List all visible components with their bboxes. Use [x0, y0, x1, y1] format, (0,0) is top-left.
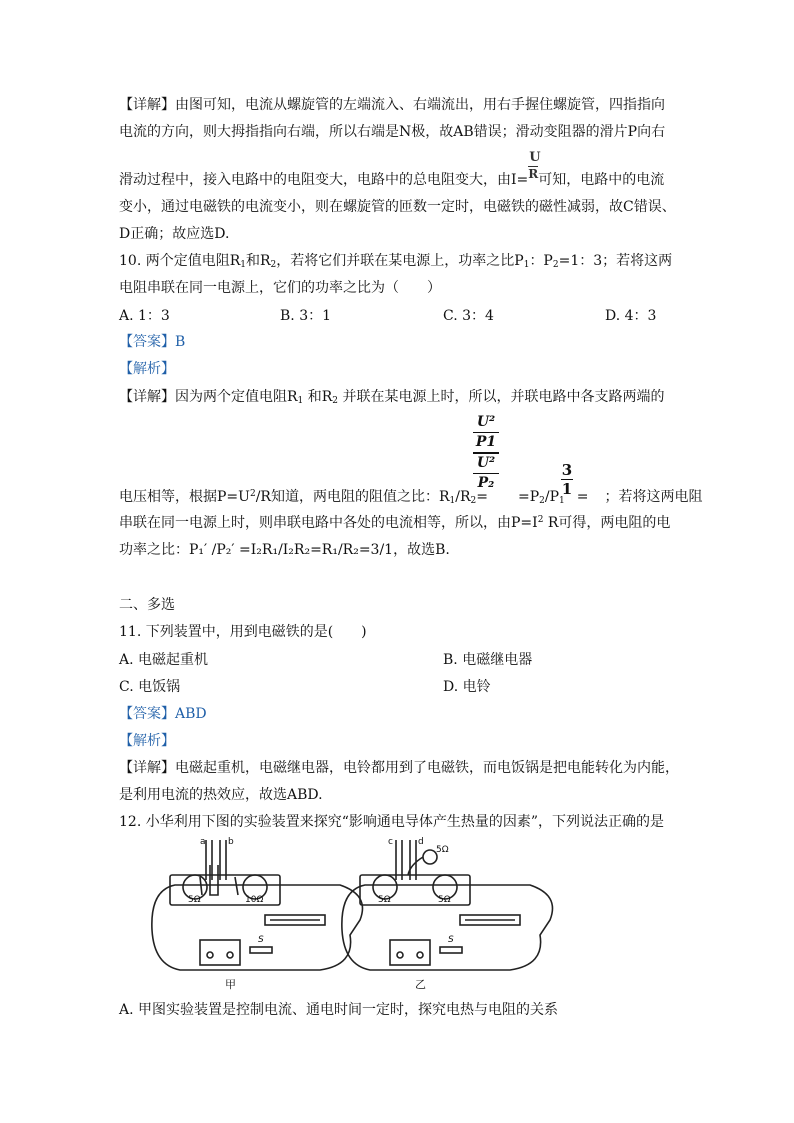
q12-option-a[interactable]: A. 甲图实验装置是控制电流、通电时间一定时，探究电热与电阻的关系: [119, 1002, 559, 1018]
q11-option-a[interactable]: A. 电磁起重机: [119, 652, 209, 668]
q10-d3-a: 串联在同一电源上时，则串联电路中各处的电流相等，所以，由P=I: [119, 515, 538, 531]
q11-stem: 11. 下列装置中，用到电磁铁的是( ): [119, 624, 367, 640]
q12-circuit-svg: [140, 835, 560, 995]
q10-detail-2: [119, 487, 702, 507]
q10-answer: 【答案】B: [119, 334, 186, 350]
frac-p1: P1: [475, 434, 497, 450]
q10-d1-b: 和R: [303, 389, 333, 405]
q10-option-b[interactable]: B. 3：1: [280, 308, 332, 324]
q10-stem-1: [119, 251, 672, 271]
fig-switch-s2: S: [448, 935, 454, 945]
q10-text-d: ：P: [529, 253, 553, 269]
q10-detail-1: [119, 387, 664, 407]
sub-1c: 1: [297, 396, 304, 406]
detail-line-2: 电流的方向，则大拇指指向右端，所以右端是N极，故AB错误；滑动变阻器的滑片P向右: [119, 124, 666, 140]
q10-option-c[interactable]: C. 3：4: [443, 308, 494, 324]
detail-line-1: 【详解】由图可知，电流从螺旋管的左端流入、右端流出，用右手握住螺旋管，四指指向: [119, 97, 665, 113]
sub-2: 2: [270, 260, 277, 270]
q10-option-d[interactable]: D. 4：3: [605, 308, 657, 324]
ohm-formula: [528, 150, 541, 190]
fig-label-d: d: [418, 837, 424, 847]
detail-line-3: [119, 150, 665, 190]
fig-label-c: c: [388, 837, 393, 847]
q11-option-d[interactable]: D. 电铃: [443, 679, 491, 695]
fig-resistor-5c: 5Ω: [438, 895, 451, 905]
q10-d3-b: R可得，两电阻的电: [543, 515, 671, 531]
q10-detail-4: 功率之比：P₁′ /P₂′ =I₂R₁/I₂R₂=R₁/R₂=3/1，故选B.: [119, 542, 450, 558]
frac-p2: P₂: [477, 475, 495, 491]
q12-stem: 12. 小华利用下图的实验装置来探究“影响通电导体产生热量的因素”，下列说法正确的是: [119, 814, 665, 830]
frac-u2-bottom: U²: [476, 455, 496, 471]
q10-d2-a: 电压相等，根据P=U: [119, 489, 250, 505]
ohm-den: R: [528, 167, 539, 181]
q10-option-a[interactable]: A. 1：3: [119, 308, 170, 324]
q11-option-c[interactable]: C. 电饭锅: [119, 679, 181, 695]
q10-stem-2: 电阻串联在同一电源上，它们的功率之比为（ ）: [119, 280, 441, 296]
q11-analysis-label: 【解析】: [119, 733, 175, 749]
q10-text-b: 和R: [246, 253, 271, 269]
sub-2b: 2: [552, 260, 559, 270]
fig-resistor-5b: 5Ω: [378, 895, 391, 905]
q11-option-b[interactable]: B. 电磁继电器: [443, 652, 533, 668]
detail-line-3-a: 滑动过程中，接入电路中的电阻变大，电路中的总电阻变大，由I=: [119, 172, 529, 188]
frac-u2-top: U²: [476, 414, 496, 430]
sub-1: 1: [240, 260, 246, 270]
sub-2c: 2: [332, 396, 339, 406]
q11-answer: 【答案】ABD: [119, 706, 207, 722]
detail-line-5: D正确；故应选D.: [119, 226, 230, 242]
q10-d1-a: 【详解】因为两个定值电阻R: [119, 389, 298, 405]
ratio-compound-fraction: [473, 414, 499, 492]
q11-detail-1: 【详解】电磁起重机，电磁继电器，电铃都用到了电磁铁，而电饭锅是把电能转化为内能，: [119, 760, 679, 776]
q10-d2-b: /R知道，两电阻的阻值之比：R: [255, 489, 450, 505]
sub-1e: 1: [559, 496, 565, 506]
fig-label-a: a: [200, 837, 206, 847]
section-title-multi: 二、多选: [119, 597, 175, 613]
q10-detail-3: [119, 513, 670, 533]
detail-line-4: 变小，通过电磁铁的电流变小，则在螺旋管的匝数一定时，电磁铁的磁性减弱，故C错误、: [119, 199, 676, 215]
q10-d2-h: ；若将这两电阻: [604, 489, 703, 505]
sup-2: 2: [249, 489, 256, 499]
fig-switch-s1: S: [258, 935, 264, 945]
q12-figure: [140, 835, 560, 995]
fig-resistor-5d: 5Ω: [436, 845, 449, 855]
q10-d2-c: /R: [455, 489, 471, 505]
sub-2d: 2: [470, 496, 477, 506]
fig-resistor-5a: 5Ω: [188, 895, 201, 905]
q10-text-a: 10. 两个定值电阻R: [119, 253, 241, 269]
q10-d1-c: 并联在某电源上时，所以，并联电路中各支路两端的: [338, 389, 665, 405]
frac-1: 1: [561, 480, 573, 498]
q10-text-e: =1：3；若将这两: [558, 253, 673, 269]
ohm-num: U: [529, 150, 541, 165]
q10-d2-g: =: [576, 489, 589, 505]
frac-3: 3: [561, 461, 573, 479]
sub-2e: 2: [539, 496, 545, 506]
fig-caption-jia: 甲: [225, 978, 236, 991]
q10-d2-f: /P: [544, 489, 559, 505]
fig-resistor-10: 10Ω: [245, 895, 264, 905]
fig-caption-yi: 乙: [415, 978, 426, 991]
q11-detail-2: 是利用电流的热效应，故选ABD.: [119, 787, 323, 803]
fig-label-b: b: [228, 837, 234, 847]
q10-d2-e: =P: [517, 489, 540, 505]
detail-line-3-b: 可知，电路中的电流: [538, 172, 665, 188]
q10-d2-d: =: [476, 489, 488, 505]
sub-1b: 1: [523, 260, 530, 270]
sup-2b: 2: [537, 515, 544, 525]
q10-text-c: ，若将它们并联在某电源上，功率之比P: [276, 253, 524, 269]
q10-analysis-label: 【解析】: [119, 361, 175, 377]
sub-1d: 1: [449, 496, 456, 506]
